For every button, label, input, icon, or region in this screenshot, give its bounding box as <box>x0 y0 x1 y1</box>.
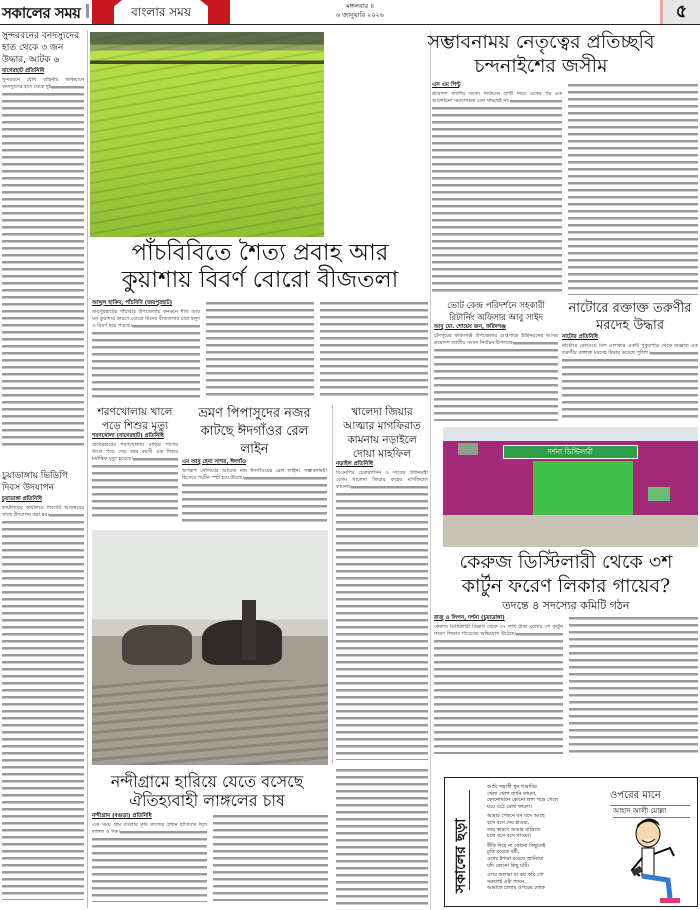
date: ৬ জানুয়ারি ২০২৬ <box>336 11 384 19</box>
story-body-col2 <box>206 300 314 398</box>
headline: খালেদা জিয়ার আত্মার মাগফিরাত কামনায় নড়াইলে দোয়া মাহফিল <box>343 406 421 460</box>
headline: নাটোরে রক্তাক্ত তরুণীর মরদেহ উদ্ধার <box>568 301 692 333</box>
story-body <box>2 77 84 447</box>
divider <box>469 790 470 890</box>
lead-text: অপরূপ সৌন্দর্যের আরেক নাম ঈদগাঁওয়ের রেল লাইন। সম্ভাবনাময়ী হিসেবে পর্যটন স্পট হয়ে উঠছে। <box>182 468 327 481</box>
story-body <box>562 343 698 418</box>
headline: চুয়াডাঙ্গায় ভিডিপি দিবস উদযাপন <box>2 471 68 493</box>
byline: এম আবু হেনা সাগর, ঈদগাঁও <box>182 459 247 465</box>
poem-line: তার কারণে আমার বাড়িতে <box>487 826 541 833</box>
window <box>648 487 670 501</box>
lead-text: জয়পুরহাটের পাঁচবিবি উপজেলায় কনকনে শীত আর ঘন কুয়াশার কারণে বোরো ধানের বীজতলার চারা হলুদ ও বিবর্ণ হয়ে পড়ছে। <box>92 309 200 329</box>
day: মঙ্গলবার ॥ <box>346 2 374 10</box>
lead-text: বিএনপির চেয়ারপার্সন ও সাবেক প্রধানমন্ত্রী বেগম খালেদা জিয়ার রুহের মাগফিরাত কামনায় <box>336 470 428 490</box>
byline: নাটোর প্রতিনিধি <box>562 334 598 340</box>
story-body <box>92 442 178 517</box>
lead-text: চাঁদপুরের ফরিদগঞ্জ উপজেলার গুপ্তপাড়া ইউনিয়নের আসন্ন ত্রয়োদশ জাতীয় সংসদ নির্বাচন উপলক্ষে <box>434 333 558 346</box>
headline: সুন্দরবনের বনদস্যুদের হাত থেকে ৩ জন উদ্ধার, আটক ৬ <box>2 31 79 65</box>
section-title: বাংলার সময় <box>131 5 191 19</box>
byline: এস এম পিন্টু <box>432 82 461 88</box>
poem-line: খেলা খেলা জানি কায়দা, <box>487 790 537 797</box>
byline: চুয়াডাঙ্গা প্রতিনিধি <box>2 496 42 502</box>
byline: নন্দীগ্রাম (বগুড়া) প্রতিনিধি <box>92 813 152 819</box>
story-body <box>432 91 562 296</box>
lead-text: বাগেরহাটের শরণখোলায় বাড়ির পাশের খালে পড়ে দেড় বছর বয়সী এক শিশুর মর্মান্তিক মৃত্যু হয়েছে। <box>92 442 178 462</box>
byline: আবু মো. শোয়েব জন, ফরিদগঞ্জ <box>434 324 506 330</box>
poem-line: উঁকি দিয়ে না কোনো কিছুতেই <box>487 842 546 849</box>
poem-title: ওপরের মানে <box>610 788 690 806</box>
story-body <box>434 333 558 421</box>
cartoon-man-illustration <box>620 818 690 906</box>
story-jasim <box>334 30 698 298</box>
story-body-col2 <box>569 615 698 753</box>
newspaper-logo: সকালের সময় <box>2 4 81 22</box>
seedbed-photo <box>90 32 324 237</box>
story-natore <box>562 300 698 420</box>
column-rule <box>87 30 88 908</box>
headline: পাঁচবিবিতে শৈত্য প্রবাহ আর কুয়াশায় বিবর্ণ বোরো বীজতলা <box>121 240 399 293</box>
poem-stanza <box>487 872 607 892</box>
cartoon-poem-box <box>444 777 698 907</box>
lead-text: ত্রয়োদশ জাতীয় সংসদ নির্বাচনে প্রার্থী নিয়ে একের পর এক আলোচনা সমালোচনা যেন থামছেই না। <box>432 91 562 104</box>
story-body-col3 <box>320 300 428 398</box>
story-body <box>434 624 563 754</box>
poem-stanza <box>487 784 607 810</box>
story-vote <box>434 300 558 420</box>
masthead <box>0 0 700 25</box>
headline: ভোট কেন্দ্র পরিদর্শনে সহকারী রিটার্নিং অফিসার আবু সাইদ <box>447 301 545 323</box>
story-body-col2 <box>213 813 328 901</box>
story-sundarban <box>2 30 84 465</box>
lead-text: কেরুজ ডিস্টিলারী বিভাগ থেকে ৩৭ লাখ টাকা মূল্যের ৩শ কার্টুন ফরেণ লিকার গায়েবের অভিযোগ উঠেছে। <box>434 624 563 637</box>
poem-line: আমি সন্ত্রাসী খুন খারাবির <box>487 784 537 790</box>
byline: বাগেরহাট প্রতিনিধি <box>2 68 45 74</box>
poem-line: ওদের ইশারা রয়েছে জানিয়ো <box>487 855 544 862</box>
byline: রাজু ও লিপন, দর্শনা (চুয়াডাঙ্গা) <box>434 615 505 621</box>
byline: শরণখোলা (বাগেরহাট) প্রতিনিধি <box>92 433 164 439</box>
story-body <box>2 505 84 900</box>
brand-vertical-logo: সকালের ছড়া <box>453 818 469 893</box>
story-body <box>182 468 327 523</box>
poem-line: ঢুকি রয়েছে বর্ষী, <box>487 849 520 856</box>
headline: সম্ভাবনাময় নেতৃত্বের প্রতিচ্ছবি চন্দনাইশের জসীম <box>427 31 655 77</box>
issue-date <box>300 2 420 20</box>
window <box>458 443 478 455</box>
lead-text: নাটোরে রেলওয়ে বিল এলাকার একটি পুকুরপাড় থেকে অজ্ঞাত এক তরুণীর রক্তাক্ত মরদেহ উদ্ধার করেছে পুলিশ। <box>562 343 698 356</box>
distillery-photo <box>443 427 698 547</box>
story-khaleda <box>332 405 428 765</box>
story-body <box>336 470 428 760</box>
continued-text <box>336 767 428 907</box>
story-body-col2 <box>568 82 698 295</box>
section-banner <box>92 0 230 24</box>
story-kerulla <box>434 550 698 765</box>
story-chuadanga <box>2 470 84 908</box>
headline: ভ্রমণ পিপাসুদের নজর কাটছে ঈদগাঁওর রেল লাইন <box>198 406 311 457</box>
poem-line: সকলেই এটা জানে, <box>487 878 526 885</box>
poem-stanza <box>487 843 607 869</box>
story-body <box>92 822 207 902</box>
page-number: ৫ <box>660 0 700 24</box>
story-eidgaon <box>182 405 327 525</box>
headline: শরণখোলায় খালে পড়ে শিশুর মৃত্যু <box>97 406 173 432</box>
poem-line: যদি কোনো কিছু ঘটি। <box>487 862 530 869</box>
story-body <box>92 309 200 399</box>
subhead: তদন্তে ৪ সদস্যের কমিটি গঠন <box>502 599 630 612</box>
plough-photo <box>92 530 328 765</box>
poem-line: কোনোখানে কোনো লাশ পড়ে গেলে <box>487 797 559 804</box>
lead-text: কার্যালয়ের কার্যালয়ে দিবসটি আড়ম্বরের সাথে উদযাপন করা হয়। <box>2 505 84 518</box>
story-sharankhola <box>92 405 178 525</box>
poem-line: আমার পেছনে বস বসে আছে <box>487 813 545 820</box>
poem-line: চলে বসে বসে খাওয়া। <box>487 833 531 840</box>
lead-text: সুন্দরবনে যৌথ বাহিনীর অভিযানে বনদস্যুদের হাত থেকে দুই <box>2 77 84 90</box>
divider <box>86 4 89 18</box>
poem-author: আহাদ আলী মোল্লা <box>613 805 690 818</box>
story-nandigram <box>92 772 428 908</box>
byline: নড়াইল প্রতিনিধি <box>336 461 373 467</box>
poem-line: ওপর অলারা যা কয় করি গো <box>487 872 544 879</box>
poem-line: আমাকে চালায় ওপরের লোক <box>487 885 545 892</box>
poem <box>487 784 607 895</box>
distillery-sign: দর্শনা ডিস্টিলারী <box>503 445 638 459</box>
poem-stanza <box>487 813 607 839</box>
lead-text: এক সময় গ্রাম বাংলার কৃষি কাজের প্রধান হাতিয়ার ছিল লাঙ্গল ও গরু। <box>92 822 207 835</box>
poem-line: বসে বসে দেয় হাওয়া, <box>487 819 530 826</box>
poem-line: ঘরে ওঠে মেলা ফায়দা। <box>487 803 532 810</box>
headline: নন্দীগ্রামে হারিয়ে যেতে বসেছে ঐতিহ্যবাহী লাঙ্গলের চাষ <box>110 772 304 810</box>
byline: আব্দুল হাকিম, পাঁচবিবি (জয়পুরহাট) <box>92 300 173 306</box>
headline: কেরুজ ডিস্টিলারী থেকে ৩শ কার্টুন ফরেণ লিকার গায়েব? <box>459 551 673 597</box>
